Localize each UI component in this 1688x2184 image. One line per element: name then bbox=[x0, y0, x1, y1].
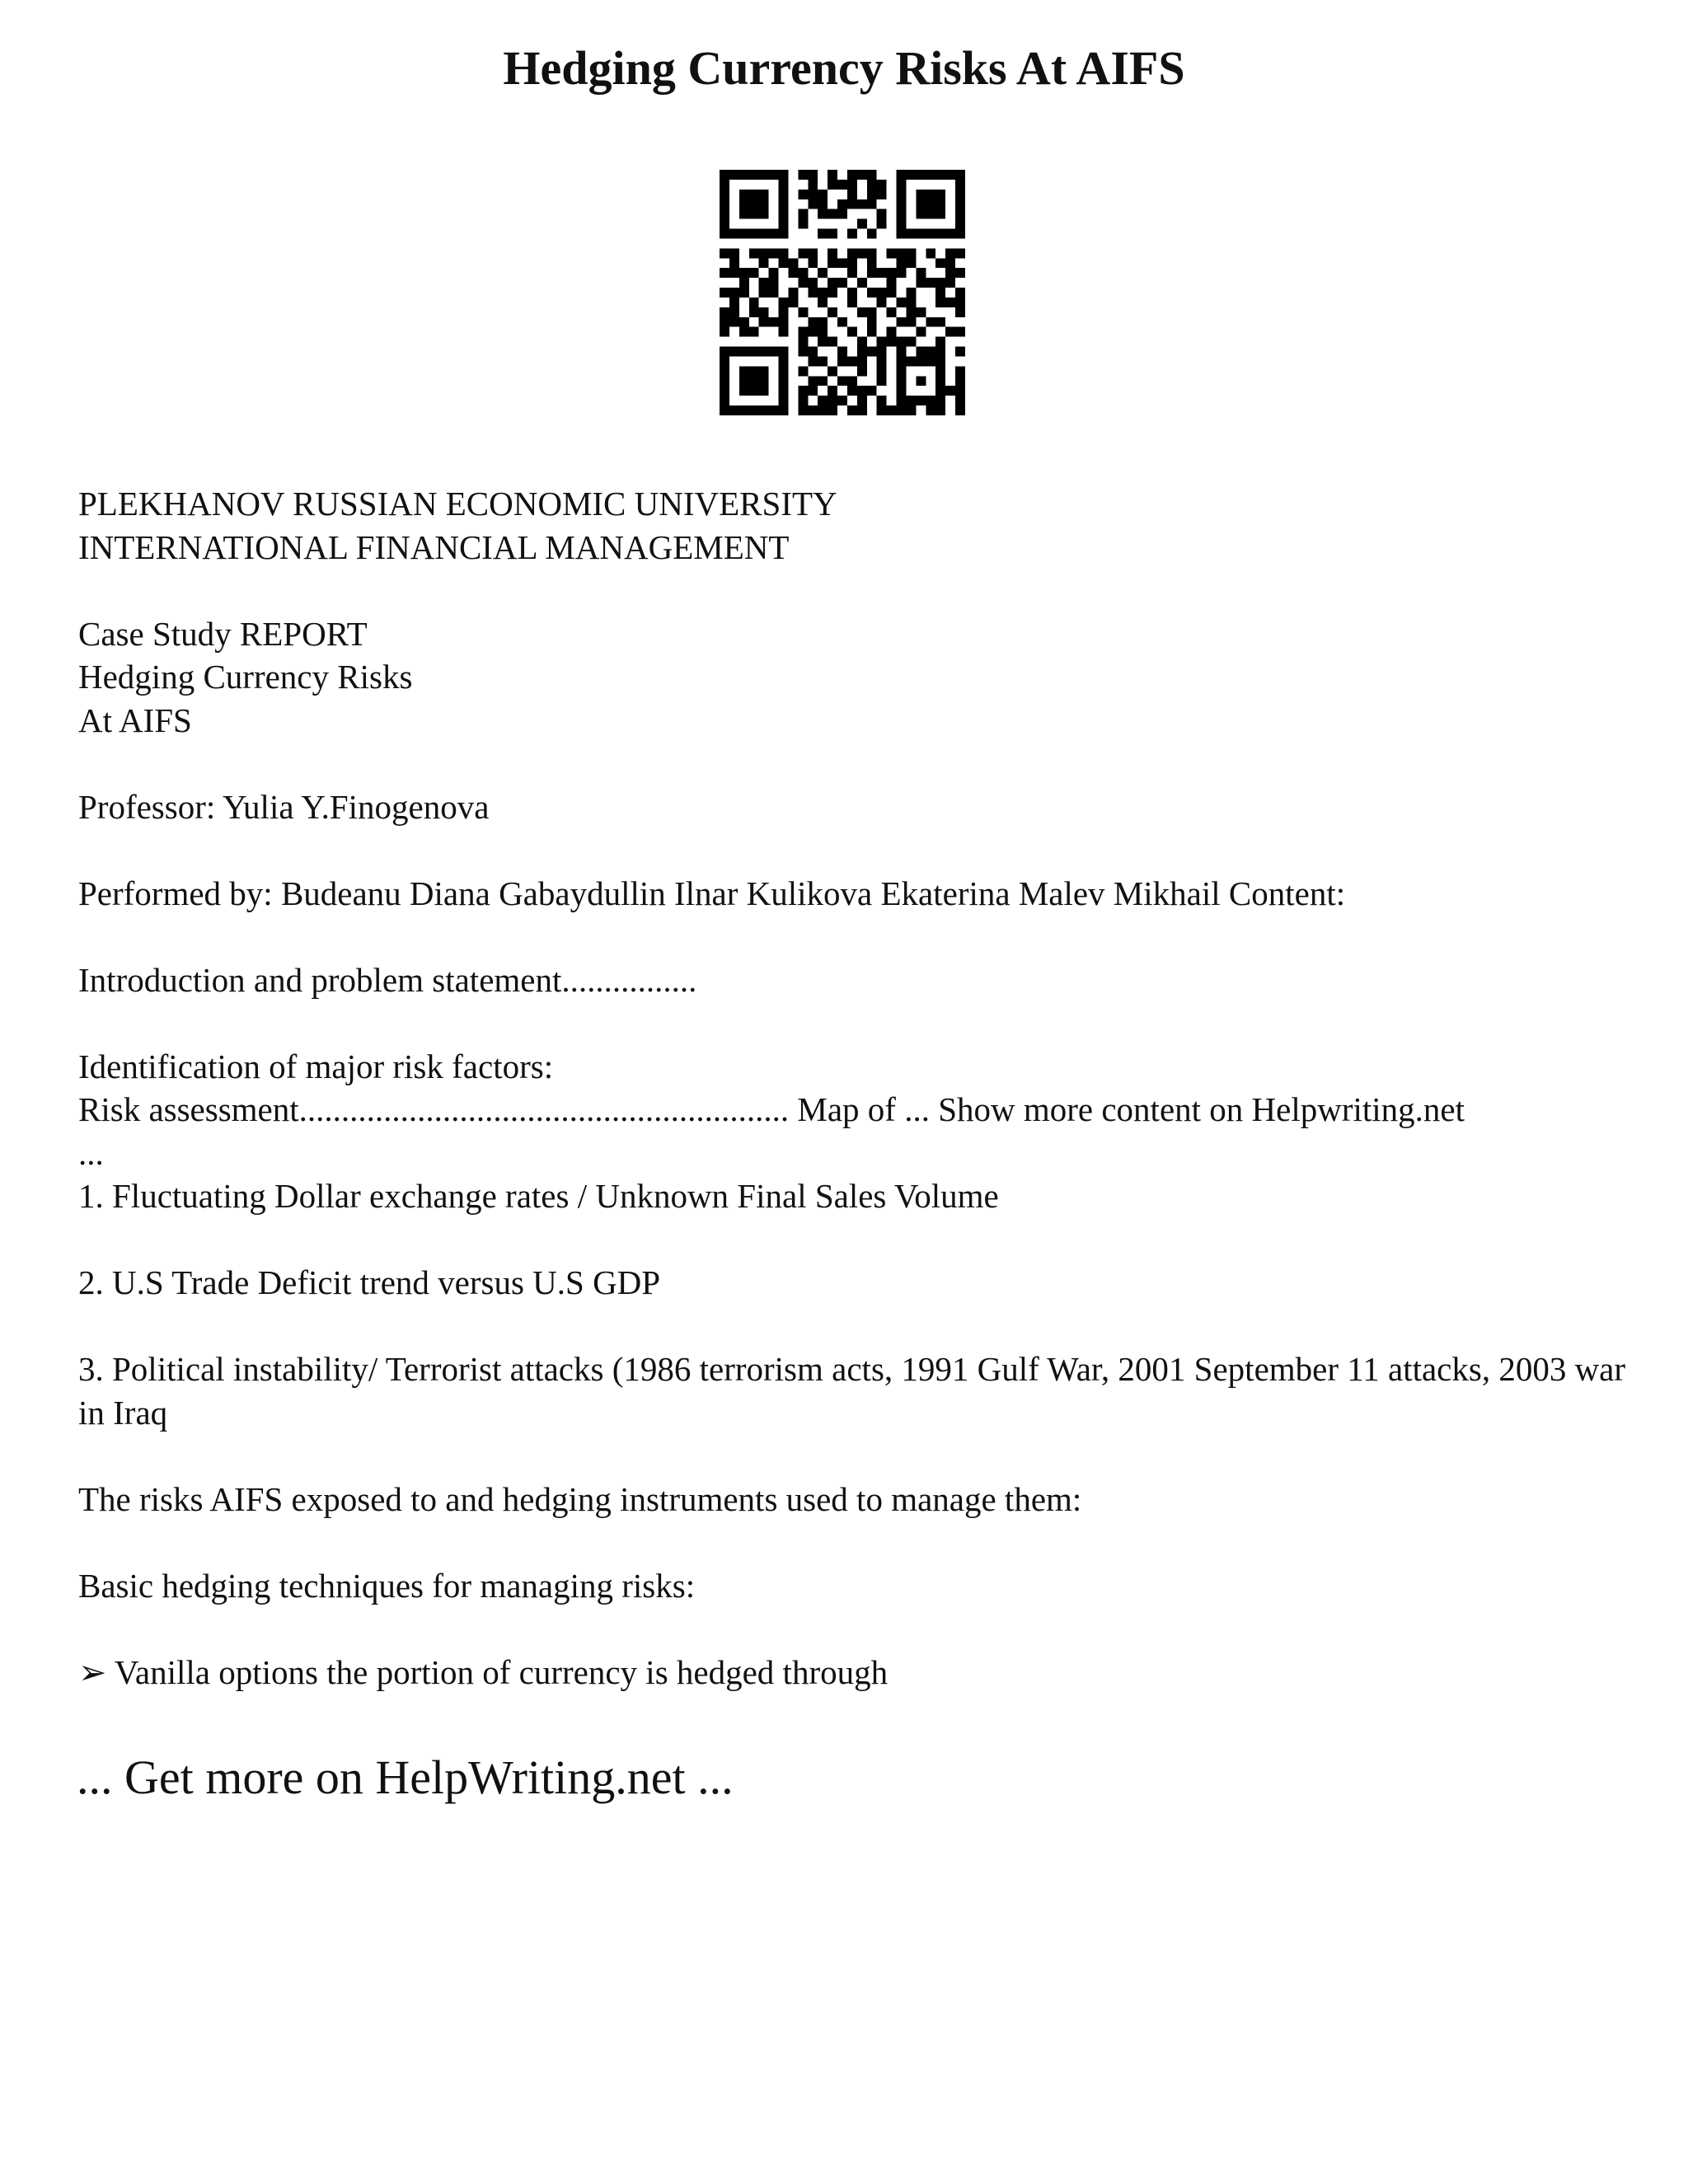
get-more-link[interactable]: ... Get more on HelpWriting.net ... bbox=[77, 1750, 734, 1804]
department-name: INTERNATIONAL FINANCIAL MANAGEMENT bbox=[78, 527, 790, 566]
toc-introduction: Introduction and problem statement................ bbox=[78, 960, 697, 999]
document-body bbox=[78, 482, 1628, 1694]
report-type: Case Study REPORT bbox=[78, 614, 368, 653]
risk-assessment-line: Risk assessment.......................................................... Map of ... Show more content on Helpwriting.net bbox=[78, 1090, 1465, 1128]
risks-exposed: The risks AIFS exposed to and hedging instruments used to manage them: bbox=[78, 1479, 1082, 1518]
risk-item-2: 2. U.S Trade Deficit trend versus U.S GDP bbox=[78, 1263, 661, 1301]
report-title-line-2: At AIFS bbox=[78, 701, 192, 739]
page-title: Hedging Currency Risks At AIFS bbox=[503, 41, 1185, 95]
performed-by: Performed by: Budeanu Diana Gabaydullin Ilnar Kulikova Ekaterina Malev Mikhail Content: bbox=[78, 874, 1346, 912]
university-name: PLEKHANOV RUSSIAN ECONOMIC UNIVERSITY bbox=[78, 485, 837, 523]
qr-code-icon bbox=[720, 170, 965, 415]
professor: Professor: Yulia Y.Finogenova bbox=[78, 787, 490, 826]
vanilla-options-bullet: ➢ Vanilla options the portion of currency is hedged through bbox=[78, 1652, 889, 1691]
risk-item-3: 3. Political instability/ Terrorist attacks (1986 terrorism acts, 1991 Gulf War, 2001 September 11 attacks, 2003 war in Iraq bbox=[78, 1350, 1626, 1432]
risk-item-1: 1. Fluctuating Dollar exchange rates / Unknown Final Sales Volume bbox=[78, 1177, 999, 1215]
risk-factors-heading: Identification of major risk factors: bbox=[78, 1047, 554, 1085]
basic-hedging-heading: Basic hedging techniques for managing risks: bbox=[78, 1566, 696, 1605]
report-title-line-1: Hedging Currency Risks bbox=[78, 658, 413, 696]
ellipsis: ... bbox=[78, 1133, 104, 1172]
